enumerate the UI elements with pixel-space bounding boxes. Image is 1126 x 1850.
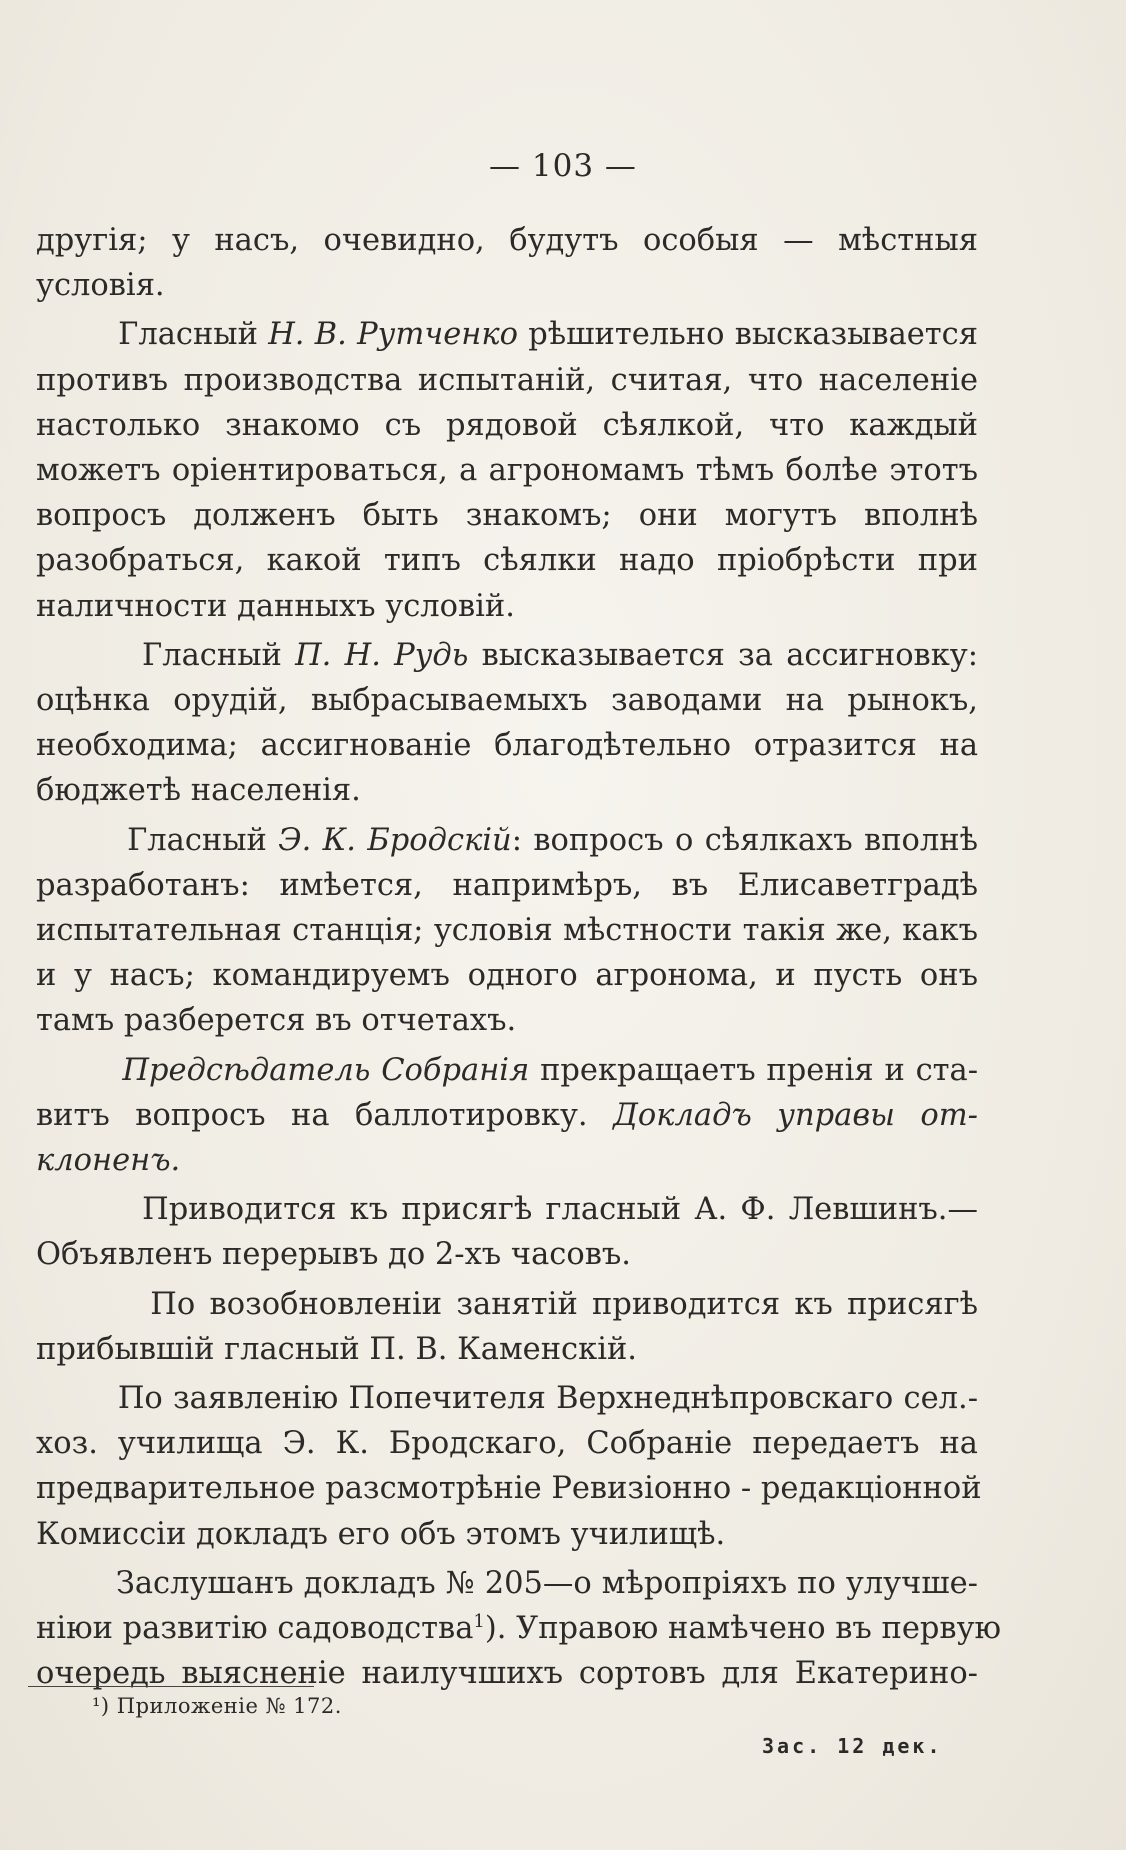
paragraph-5 [36, 1048, 978, 1184]
text-fragment: прекращаетъ пренія и ста- [540, 1052, 979, 1088]
body-text [36, 218, 1002, 1701]
text-fragment: По заявленію Попечителя Верхнеднѣпровскаго сел.- [117, 1381, 978, 1417]
text-line: настолько знакомо съ рядовой сѣялкой, что каждый [36, 407, 978, 443]
text-line [36, 1376, 978, 1421]
text-line: противъ производства испытаній, считая, что населеніе [36, 362, 978, 398]
text-line [36, 1048, 978, 1093]
speaker-title: Гласный [142, 637, 282, 673]
text-line: другія; у насъ, очевидно, будутъ особыя — мѣстныя [36, 223, 978, 258]
page-number: — 103 — [489, 148, 637, 184]
speaker-name: Э. К. Бродскій [278, 822, 512, 858]
speaker-title: Гласный [127, 822, 267, 858]
text-line: хоз. училища Э. К. Бродскаго, Собраніе передаетъ на [36, 1426, 978, 1462]
text-fragment: витъ вопросъ на баллотировку. [36, 1097, 588, 1133]
text-line: наличности данныхъ условій. [36, 588, 515, 624]
text-line: условія. [36, 268, 165, 304]
paragraph-1 [36, 218, 978, 308]
resolution-text: Докладъ управы от- [613, 1097, 978, 1133]
text-line: оцѣнка орудій, выбрасываемыхъ заводами на рынокъ, [36, 683, 978, 719]
paragraph-4 [36, 818, 978, 1044]
text-line: очередь выясненіе наилучшихъ сортовъ для Екатерино- [36, 1656, 978, 1692]
paragraph-2 [36, 312, 978, 628]
text-line [36, 633, 978, 678]
paragraph-7 [36, 1282, 978, 1372]
resolution-text: клоненъ. [36, 1143, 181, 1179]
text-line: разработанъ: имѣется, напримѣръ, въ Елисаветградѣ [36, 867, 978, 903]
chairman-title: Предсѣдатель Собранія [122, 1052, 530, 1088]
text-fragment: высказывается за ассигновку: [481, 637, 979, 673]
text-line: Комиссіи докладъ его объ этомъ училищѣ. [36, 1516, 726, 1552]
speaker-name: П. Н. Рудь [295, 637, 469, 673]
text-fragment: ніюи развитію садоводства [36, 1611, 474, 1647]
paragraph-8 [36, 1376, 982, 1557]
text-line [36, 818, 978, 863]
paragraph-3 [36, 633, 978, 814]
speaker-title: Гласный [118, 317, 258, 353]
text-line: необходима; ассигнованіе благодѣтельно отразится на [36, 728, 978, 764]
text-fragment: Приводится къ присягѣ гласный А. Ф. Левшинъ.— [142, 1192, 978, 1228]
text-line [36, 1093, 978, 1138]
text-line [36, 1561, 978, 1606]
text-line: вопросъ долженъ быть знакомъ; они могутъ вполнѣ [36, 498, 978, 534]
text-line [36, 1282, 978, 1327]
footnote-marker: 1 [473, 1610, 485, 1632]
text-line: тамъ разберется въ отчетахъ. [36, 1003, 517, 1039]
paragraph-9 [36, 1561, 1002, 1697]
text-line: разобраться, какой типъ сѣялки надо пріобрѣсти при [36, 543, 978, 579]
text-line [36, 1606, 1002, 1651]
text-line: испытательная станція; условія мѣстности такія же, какъ [36, 913, 978, 949]
text-line: Объявленъ перерывъ до 2-хъ часовъ. [36, 1237, 631, 1273]
text-line: можетъ оріентироваться, а агрономамъ тѣмъ болѣе этотъ [36, 453, 978, 489]
speaker-name: Н. В. Рутченко [268, 317, 518, 353]
paragraph-6 [36, 1187, 978, 1277]
text-line [36, 312, 978, 357]
footnote: ¹) Приложеніе № 172. [92, 1694, 342, 1718]
text-fragment: ). Управою намѣчено въ первую [484, 1611, 1002, 1647]
text-fragment: По возобновленіи занятій приводится къ присягѣ [150, 1286, 978, 1322]
signature-mark: Зас. 12 дек. [762, 1734, 943, 1758]
text-line: предварительное разсмотрѣніе Ревизіонно - редакціонной [36, 1471, 982, 1507]
text-line: прибывшій гласный П. В. Каменскій. [36, 1331, 637, 1367]
text-line: бюджетѣ населенія. [36, 773, 361, 809]
text-fragment: рѣшительно высказывается [528, 317, 978, 353]
text-fragment: Заслушанъ докладъ № 205—о мѣропріяхъ по улучше- [115, 1565, 978, 1601]
text-line: и у насъ; командируемъ одного агронома, и пусть онъ [36, 958, 978, 994]
footnote-divider [28, 1686, 314, 1687]
text-fragment: : вопросъ о сѣялкахъ вполнѣ [511, 822, 979, 858]
text-line [36, 1187, 978, 1232]
